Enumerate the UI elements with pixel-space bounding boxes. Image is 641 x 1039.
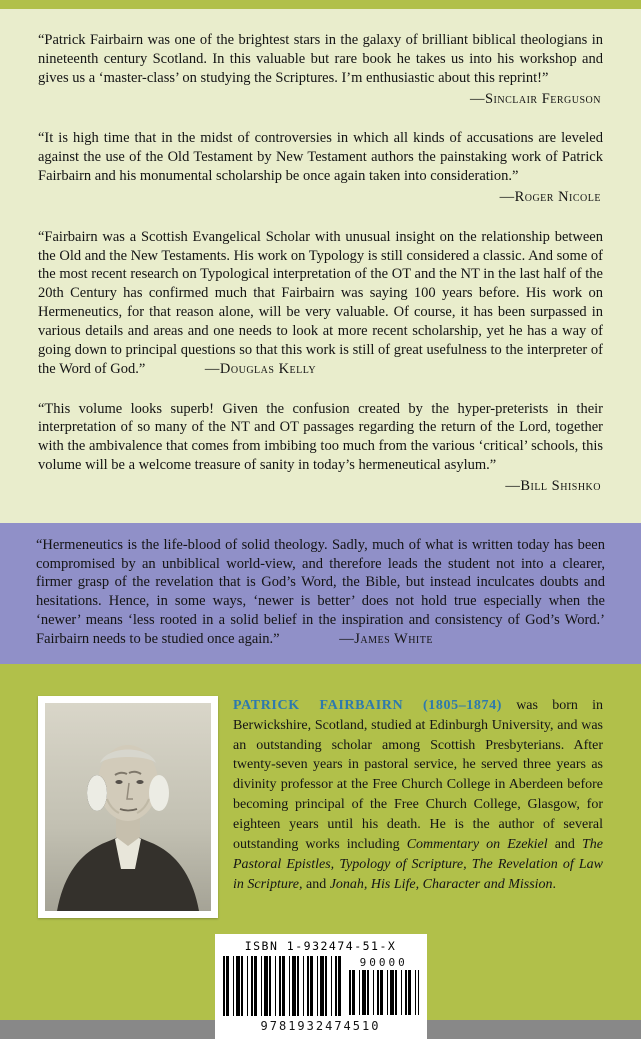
bio-text-segment: and	[547, 836, 583, 852]
endorsement-quote	[38, 228, 603, 379]
isbn-number: ISBN 1-932474-51-X	[244, 938, 397, 953]
quote-attribution: —Bill Shishko	[505, 477, 601, 494]
barcode-bars-row	[223, 956, 419, 1016]
ean-number: 9781932474510	[260, 1018, 381, 1033]
book-title: Commentary on Ezekiel	[406, 836, 548, 852]
quote-attribution: —Sinclair Ferguson	[469, 90, 601, 107]
author-portrait	[45, 703, 211, 911]
book-title: Jonah, His Life, Character and Mission	[329, 876, 553, 892]
barcode-main-column	[223, 956, 341, 1016]
barcode-supplement-number: 90000	[359, 955, 408, 969]
endorsements-panel	[0, 9, 641, 523]
barcode-bars	[223, 956, 341, 1016]
book-title: The Pastoral Epistles, Typology of Scripture, The Revelation of Law in Scripture,	[233, 836, 604, 892]
barcode-supplement-bars	[349, 970, 419, 1015]
bio-text-segment: .	[552, 876, 557, 892]
author-bio	[233, 696, 603, 895]
quote-text: “It is high time that in the midst of controversies in which all kinds of accusations are leveled against the use of the Old Testament by New Testament authors the painstaking work of Patrick Fairbairn and his monumental scholarship be once again taken into consideration.”	[38, 130, 603, 185]
quote-attribution: —Roger Nicole	[499, 188, 601, 205]
quote-text: “Hermeneutics is the life-blood of solid theology. Sadly, much of what is written today has been compromised by an unbiblical world-view, and therefore leads the student not into a clearer, firmer grasp of the revelation that is God’s Word, the Bible, but instead inculcates doubts and hesitations. Hence, in some ways, ‘newer is better’ does not hold true especially when the ‘newer’ means ‘less rooted in a solid belief in the inspiration and consistency of God’s Word.’ Fairbairn needs to be studied once again.”	[36, 536, 605, 647]
bio-text-segment: and	[302, 876, 330, 892]
barcode-supplement-column	[349, 956, 419, 1016]
quote-text: “Fairbairn was a Scottish Evangelical Scholar with unusual insight on the relationship between the Old and the New Testaments. His work on Typology is still considered a classic. And some of the most recent research on Typological interpretation of the OT and the NT in the last half of the 20th Century has confirmed much that Fairbairn was saying 100 years before. His work on Hermeneutics, for that reason alone, will be very valuable. Of course, it has been surpassed in various details and areas and one needs to look at more recent scholarship, yet he has a way of going down to principal questions so that this work is still of great usefulness to the interpreter of the Word of God.”	[38, 228, 603, 377]
highlight-quote-band	[0, 523, 641, 664]
author-portrait-frame	[38, 696, 218, 918]
quote-text: “This volume looks superb! Given the confusion created by the hyper-preterists in their interpretation of so many of the NT and OT passages regarding the return of the Lord, together with the ambivalence that comes from imbibing too much from the various ‘critical’ schools, this volume will be a welcome treasure of sanity in today’s hermeneutical asylum.”	[38, 400, 603, 474]
quote-attribution: —James White	[339, 630, 433, 647]
endorsement-quote	[36, 536, 605, 649]
endorsement-quote	[38, 400, 603, 496]
quote-text: “Patrick Fairbairn was one of the brightest stars in the galaxy of brilliant biblical theologians in nineteenth century Scotland. In this valuable but rare book he takes us into his workshop and gives us a ‘master-class’ on studying the Scriptures. I’m enthusiastic about this reprint!”	[38, 32, 603, 86]
endorsement-quote	[38, 31, 603, 108]
author-section	[0, 664, 641, 918]
author-name: PATRICK FAIRBAIRN (1805–1874)	[233, 697, 502, 713]
bio-text-segment: was born in Berwickshire, Scotland, studied at Edinburgh University, and was an outstanding scholar among Scottish Presbyterians. After twenty-seven years in pastoral service, he served three years as divinity professor at the Free Church College in Aberdeen before becoming principal of the Free Church College, Glasgow, for eighteen years until his death. He is the author of several outstanding works including	[233, 697, 603, 852]
barcode	[215, 934, 427, 1039]
endorsement-quote	[38, 129, 603, 206]
quote-attribution: —Douglas Kelly	[204, 360, 317, 377]
